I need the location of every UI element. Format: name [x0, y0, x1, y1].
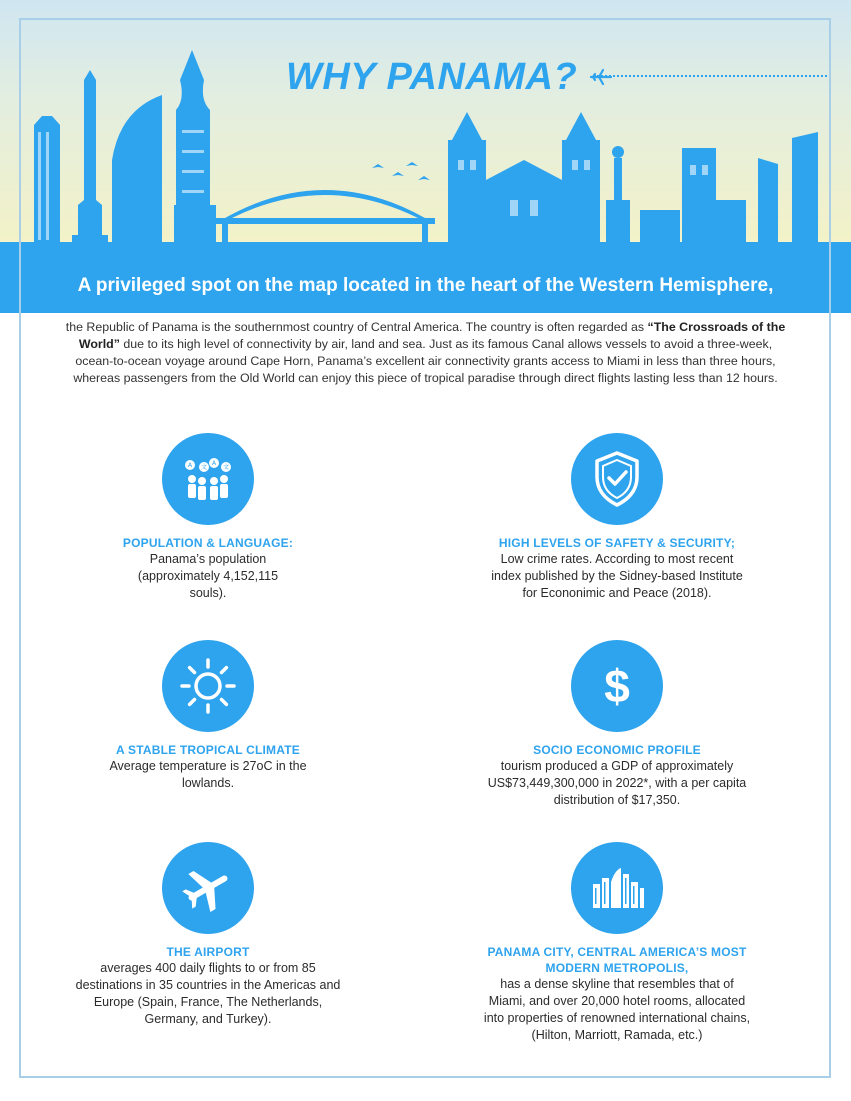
feature-title: HIGH LEVELS OF SAFETY & SECURITY; [498, 536, 736, 550]
feature-title: A STABLE TROPICAL CLIMATE [116, 743, 300, 757]
feature-description: averages 400 daily flights to or from 85 destinations in 35 countries in the Americas and Europe (Spain, France, The Netherlands, Germany, and Turkey). [75, 961, 341, 1026]
svg-text:A: A [211, 460, 217, 467]
feature-description: Average temperature is 27oC in the lowlands. [109, 759, 307, 790]
intro-highlight: “The Crossroads of the World” [78, 320, 786, 351]
feature-title: SOCIO ECONOMIC PROFILE [533, 743, 701, 757]
feature-description: Panama’s population (approximately 4,152,115 souls). [137, 552, 279, 600]
svg-text:$: $ [604, 660, 630, 712]
feature-title: THE AIRPORT [166, 945, 250, 959]
svg-text:文: 文 [200, 464, 208, 471]
intro-text-1: the Republic of Panama is the southernmost country of Central America. The country is often regarded as [65, 320, 648, 334]
feature-description: tourism produced a GDP of approximately US$73,449,300,000 in 2022*, with a per capita distribution of $17,350. [487, 759, 747, 807]
page-border [19, 18, 831, 1078]
svg-text:文: 文 [222, 464, 230, 471]
page-title: WHY PANAMA? [286, 55, 578, 98]
feature-description: has a dense skyline that resembles that of Miami, and over 20,000 hotel rooms, allocated into properties of renowned international chains, (Hilton, Marriott, Ramada, etc.) [483, 977, 751, 1042]
feature-title: POPULATION & LANGUAGE: [122, 536, 294, 550]
svg-text:A: A [187, 462, 193, 469]
intro-text-2: due to its high level of connectivity by air, land and sea. Just as its famous Canal allows vessels to avoid a three-week, ocean-to-ocean voyage around Cape Horn, Panama’s excellent air connectivity grants access to Miami in less than three hours, whereas passengers from the Old World can enjoy this piece of tropical paradise through direct flights lasting less than 12 hours. [73, 337, 778, 385]
banner-headline: A privileged spot on the map located in the heart of the Western Hemisphere, [77, 275, 774, 296]
feature-description: Low crime rates. According to most recent index published by the Sidney-based Institute for Econonimic and Peace (2018). [491, 552, 743, 600]
feature-title: PANAMA CITY, CENTRAL AMERICA’S MOST MODERN METROPOLIS, [487, 945, 747, 975]
